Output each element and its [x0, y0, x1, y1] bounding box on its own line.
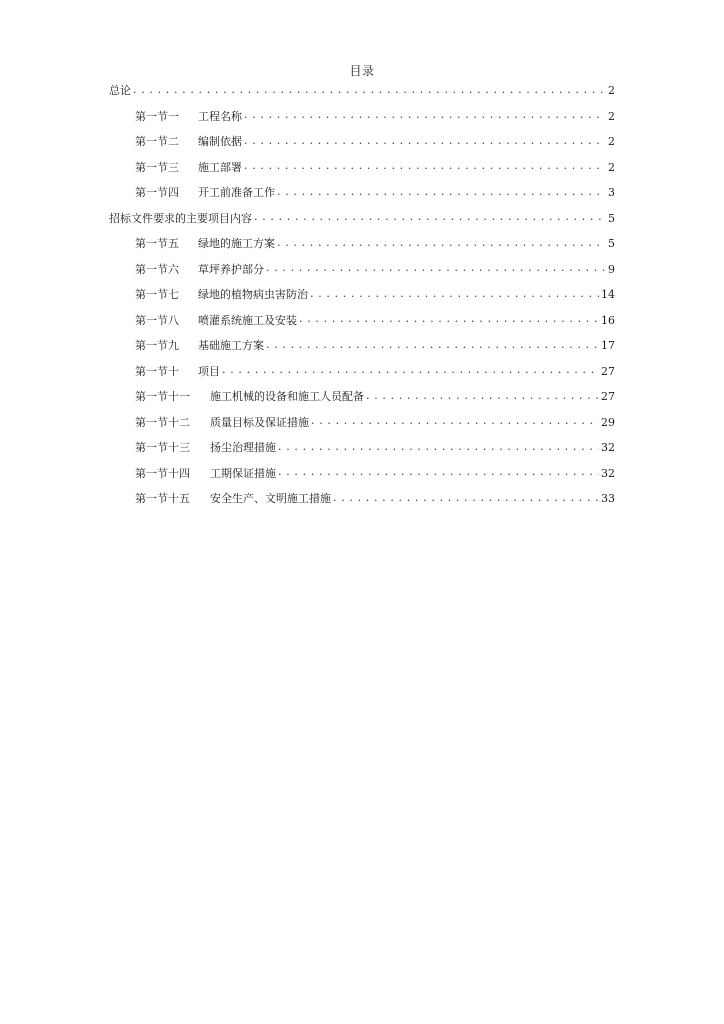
toc-section-number: 第一节十四 — [135, 466, 190, 480]
toc-dot-leader — [244, 136, 605, 148]
toc-entry-text: 总论 — [109, 84, 131, 97]
toc-entry[interactable] — [109, 308, 615, 334]
toc-entry-text: 基础施工方案 — [198, 339, 264, 352]
toc-entry[interactable] — [109, 231, 615, 257]
toc-entry-text: 招标文件要求的主要项目内容 — [109, 211, 252, 225]
toc-page-number: 16 — [601, 313, 615, 327]
toc-dot-leader — [254, 212, 605, 224]
toc-page-number: 3 — [608, 186, 615, 199]
toc-entry[interactable] — [109, 282, 615, 308]
toc-entry[interactable] — [109, 104, 615, 130]
toc-dot-leader — [222, 365, 599, 377]
toc-page-number: 2 — [608, 135, 615, 148]
toc-entry[interactable] — [109, 129, 615, 155]
toc-entry[interactable] — [109, 410, 615, 436]
toc-section-number: 第一节四 — [135, 186, 179, 199]
toc-entry-text: 草坪养护部分 — [198, 262, 264, 276]
toc-entry-text: 工程名称 — [198, 109, 242, 123]
toc-dot-leader — [266, 340, 599, 352]
toc-section-number: 第一节七 — [135, 288, 179, 301]
toc-dot-leader — [278, 442, 599, 454]
toc-dot-leader — [244, 161, 605, 173]
toc-entry[interactable] — [109, 486, 615, 512]
toc-section-number: 第一节六 — [135, 262, 179, 276]
toc-entry-text: 编制依据 — [198, 135, 242, 148]
toc-section-number: 第一节十 — [135, 364, 179, 378]
toc-dot-leader — [333, 493, 599, 505]
toc-section-number: 第一节十五 — [135, 492, 190, 505]
toc-entry[interactable] — [109, 155, 615, 181]
toc-section-number: 第一节十一 — [135, 390, 190, 403]
toc-section-number: 第一节十二 — [135, 415, 190, 429]
toc-dot-leader — [277, 238, 605, 250]
toc-entry-text: 工期保证措施 — [210, 466, 276, 480]
toc-page-number: 5 — [608, 237, 615, 250]
toc-entry[interactable] — [109, 333, 615, 359]
toc-page-number: 32 — [601, 441, 615, 454]
toc-section-number: 第一节九 — [135, 339, 179, 352]
toc-entry[interactable] — [109, 461, 615, 487]
toc-entry-text: 开工前准备工作 — [198, 186, 275, 199]
toc-entry-text: 施工部署 — [198, 160, 242, 174]
table-of-contents — [109, 78, 615, 512]
toc-dot-leader — [366, 391, 599, 403]
toc-page-number: 27 — [601, 364, 615, 378]
toc-page-number: 2 — [608, 160, 615, 174]
toc-dot-leader — [133, 85, 605, 97]
toc-section-number: 第一节二 — [135, 135, 179, 148]
toc-entry-text: 质量目标及保证措施 — [210, 415, 309, 429]
toc-section-number: 第一节十三 — [135, 441, 190, 454]
toc-section-number: 第一节一 — [135, 109, 179, 123]
toc-entry-text: 项目 — [198, 364, 220, 378]
toc-entry[interactable] — [109, 257, 615, 283]
toc-page-number: 29 — [601, 415, 615, 429]
toc-entry-text: 扬尘治理措施 — [210, 441, 276, 454]
toc-page-number: 14 — [601, 288, 615, 301]
toc-dot-leader — [311, 416, 599, 428]
toc-entry-text: 喷灌系统施工及安装 — [198, 313, 297, 327]
toc-entry-text: 绿地的施工方案 — [198, 237, 275, 250]
toc-dot-leader — [299, 314, 599, 326]
toc-entry-text: 施工机械的设备和施工人员配备 — [210, 390, 364, 403]
toc-page-number: 9 — [608, 262, 615, 276]
toc-section-number: 第一节八 — [135, 313, 179, 327]
toc-dot-leader — [310, 289, 599, 301]
toc-title: 目录 — [349, 64, 375, 78]
toc-dot-leader — [278, 467, 599, 479]
toc-page-number: 2 — [608, 84, 615, 97]
toc-page-number: 27 — [601, 390, 615, 403]
toc-page-number: 33 — [601, 492, 615, 505]
toc-entry[interactable] — [109, 359, 615, 385]
toc-dot-leader — [244, 110, 605, 122]
toc-page-number: 17 — [601, 339, 615, 352]
toc-entry[interactable] — [109, 78, 615, 104]
toc-section-number: 第一节三 — [135, 160, 179, 174]
toc-page-number: 32 — [601, 466, 615, 480]
toc-entry-text: 绿地的植物病虫害防治 — [198, 288, 308, 301]
toc-dot-leader — [266, 263, 605, 275]
toc-entry-text: 安全生产、文明施工措施 — [210, 492, 331, 505]
toc-page-number: 2 — [608, 109, 615, 123]
toc-page-number: 5 — [608, 211, 615, 225]
toc-entry[interactable] — [109, 206, 615, 232]
toc-dot-leader — [277, 187, 605, 199]
toc-section-number: 第一节五 — [135, 237, 179, 250]
toc-entry[interactable] — [109, 180, 615, 206]
toc-entry[interactable] — [109, 435, 615, 461]
toc-entry[interactable] — [109, 384, 615, 410]
